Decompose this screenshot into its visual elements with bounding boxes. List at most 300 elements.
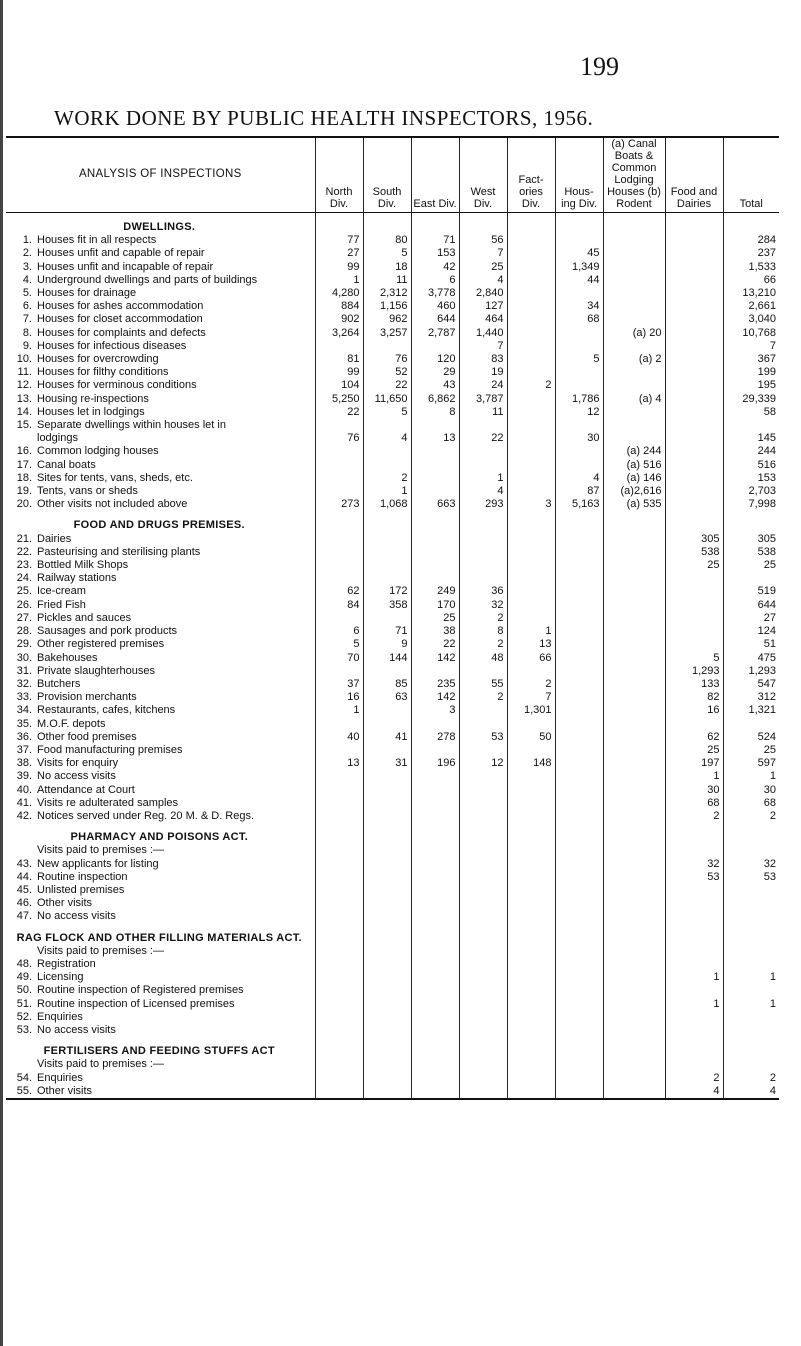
value-cell: 644 <box>411 313 459 326</box>
empty-cell <box>603 844 665 857</box>
value-cell <box>665 366 723 379</box>
table-row <box>6 625 779 638</box>
row-label <box>6 472 315 485</box>
value-cell: 195 <box>723 379 779 392</box>
row-number: 38. <box>16 757 32 770</box>
value-cell <box>603 884 665 897</box>
value-cell <box>555 234 603 247</box>
row-label <box>6 247 315 260</box>
empty-cell <box>315 1058 363 1071</box>
value-cell <box>411 770 459 783</box>
row-number: 31. <box>16 664 32 677</box>
value-cell <box>665 498 723 511</box>
value-cell <box>665 1011 723 1024</box>
value-cell <box>459 797 507 810</box>
row-number: 44. <box>16 870 32 883</box>
value-cell: 99 <box>315 366 363 379</box>
table-row <box>6 884 779 897</box>
value-cell: 153 <box>723 472 779 485</box>
row-label <box>6 652 315 665</box>
value-cell <box>459 884 507 897</box>
value-cell <box>459 897 507 910</box>
empty-cell <box>555 1037 603 1058</box>
row-number: 40. <box>16 783 32 796</box>
value-cell: 1 <box>315 704 363 717</box>
value-cell: 6 <box>315 625 363 638</box>
section-title: RAG FLOCK AND OTHER FILLING MATERIALS ACT. <box>16 931 302 944</box>
row-text: Routine inspection <box>37 870 128 883</box>
value-cell <box>459 559 507 572</box>
value-cell <box>555 1072 603 1085</box>
value-cell <box>603 572 665 585</box>
value-cell: 11,650 <box>363 393 411 406</box>
table-row <box>6 871 779 884</box>
row-label <box>6 313 315 326</box>
empty-cell <box>603 945 665 958</box>
value-cell <box>411 744 459 757</box>
value-cell: 62 <box>665 731 723 744</box>
value-cell: 66 <box>723 274 779 287</box>
value-cell: 464 <box>459 313 507 326</box>
row-label <box>6 704 315 717</box>
row-number: 14. <box>16 405 32 418</box>
table-row <box>6 1085 779 1099</box>
value-cell <box>507 472 555 485</box>
value-cell: 5 <box>665 652 723 665</box>
value-cell: 66 <box>507 652 555 665</box>
value-cell: 6 <box>411 274 459 287</box>
row-text: Ice-cream <box>37 585 86 598</box>
value-cell <box>507 459 555 472</box>
value-cell <box>411 797 459 810</box>
row-number: 43. <box>16 857 32 870</box>
row-text: Other registered premises <box>37 638 165 651</box>
row-label <box>6 340 315 353</box>
value-cell: 293 <box>459 498 507 511</box>
row-label <box>6 546 315 559</box>
value-cell <box>363 1072 411 1085</box>
value-cell <box>411 910 459 923</box>
value-cell <box>459 744 507 757</box>
row-text: Bakehouses <box>37 651 98 664</box>
value-cell <box>315 665 363 678</box>
value-cell <box>603 625 665 638</box>
value-cell: 16 <box>315 691 363 704</box>
value-cell: 312 <box>723 691 779 704</box>
value-cell: 16 <box>665 704 723 717</box>
value-cell <box>411 1085 459 1099</box>
value-cell: 124 <box>723 625 779 638</box>
value-cell: 84 <box>315 599 363 612</box>
empty-cell <box>603 823 665 844</box>
empty-cell <box>665 419 723 432</box>
value-cell: 902 <box>315 313 363 326</box>
row-number: 52. <box>16 1010 32 1023</box>
section-subtitle: Visits paid to premises :— <box>37 844 164 857</box>
value-cell <box>315 1011 363 1024</box>
empty-cell <box>411 1058 459 1071</box>
value-cell: 273 <box>315 498 363 511</box>
value-cell: 30 <box>665 784 723 797</box>
value-cell <box>603 770 665 783</box>
value-cell: 144 <box>363 652 411 665</box>
row-label <box>6 445 315 458</box>
value-cell: 9 <box>363 638 411 651</box>
row-text: Notices served under Reg. 20 M. & D. Regs. <box>37 809 255 822</box>
value-cell <box>459 1085 507 1099</box>
table-row <box>6 313 779 326</box>
row-number: 32. <box>16 677 32 690</box>
header-food: Food and Dairies <box>665 137 723 213</box>
row-label <box>6 984 315 997</box>
row-label <box>6 393 315 406</box>
value-cell <box>411 871 459 884</box>
empty-cell <box>459 945 507 958</box>
value-cell <box>459 784 507 797</box>
value-cell: 76 <box>363 353 411 366</box>
value-cell: 2,703 <box>723 485 779 498</box>
value-cell: 104 <box>315 379 363 392</box>
row-text: Bottled Milk Shops <box>37 559 129 572</box>
value-cell: 13 <box>507 638 555 651</box>
value-cell <box>555 665 603 678</box>
value-cell: 27 <box>315 247 363 260</box>
value-cell <box>603 340 665 353</box>
empty-cell <box>363 1037 411 1058</box>
value-cell <box>603 274 665 287</box>
value-cell: 76 <box>315 432 363 445</box>
value-cell: 2 <box>723 1072 779 1085</box>
value-cell <box>723 984 779 997</box>
value-cell <box>315 612 363 625</box>
value-cell: 1 <box>665 971 723 984</box>
value-cell: 8 <box>411 406 459 419</box>
value-cell <box>363 797 411 810</box>
value-cell: 1,349 <box>555 261 603 274</box>
row-number: 30. <box>16 651 32 664</box>
value-cell: 2,661 <box>723 300 779 313</box>
value-cell: 2 <box>665 1072 723 1085</box>
value-cell: 1,293 <box>723 665 779 678</box>
value-cell <box>507 261 555 274</box>
value-cell: 1,786 <box>555 393 603 406</box>
value-cell <box>507 300 555 313</box>
value-cell: 3,257 <box>363 327 411 340</box>
value-cell <box>603 652 665 665</box>
value-cell <box>555 652 603 665</box>
table-row <box>6 559 779 572</box>
value-cell: 41 <box>363 731 411 744</box>
table-row <box>6 797 779 810</box>
value-cell <box>411 472 459 485</box>
value-cell <box>411 884 459 897</box>
empty-cell <box>555 823 603 844</box>
row-text: No access visits <box>37 1023 116 1036</box>
row-label <box>6 300 315 313</box>
value-cell <box>603 998 665 1011</box>
value-cell: 18 <box>363 261 411 274</box>
value-cell: 99 <box>315 261 363 274</box>
value-cell: 170 <box>411 599 459 612</box>
row-number: 27. <box>16 611 32 624</box>
value-cell <box>459 1024 507 1037</box>
value-cell <box>411 1011 459 1024</box>
row-label <box>6 1011 315 1024</box>
empty-cell <box>315 1037 363 1058</box>
value-cell <box>363 897 411 910</box>
value-cell <box>459 971 507 984</box>
value-cell: (a) 20 <box>603 327 665 340</box>
row-text: Butchers <box>37 677 81 690</box>
value-cell: 1 <box>363 485 411 498</box>
value-cell <box>507 406 555 419</box>
value-cell <box>603 1024 665 1037</box>
value-cell <box>411 784 459 797</box>
row-number: 11. <box>17 366 32 379</box>
value-cell <box>363 533 411 546</box>
value-cell <box>665 638 723 651</box>
value-cell <box>555 1011 603 1024</box>
value-cell <box>315 797 363 810</box>
value-cell: 3 <box>411 704 459 717</box>
value-cell <box>507 340 555 353</box>
table-row <box>6 910 779 923</box>
empty-cell <box>555 511 603 532</box>
value-cell <box>411 559 459 572</box>
value-cell: 172 <box>363 585 411 598</box>
row-label <box>6 559 315 572</box>
value-cell: 597 <box>723 757 779 770</box>
value-cell <box>315 459 363 472</box>
row-label <box>6 691 315 704</box>
section-heading-row <box>6 823 779 844</box>
value-cell <box>665 313 723 326</box>
section-title: FOOD AND DRUGS PREMISES. <box>73 519 245 532</box>
row-number: 9. <box>22 339 32 352</box>
value-cell <box>411 897 459 910</box>
value-cell: 12 <box>555 406 603 419</box>
header-north: North Div. <box>315 137 363 213</box>
row-label <box>6 498 315 511</box>
table-row <box>6 971 779 984</box>
value-cell: 5 <box>363 406 411 419</box>
row-label <box>6 585 315 598</box>
empty-cell <box>723 511 779 532</box>
value-cell: 249 <box>411 585 459 598</box>
empty-cell <box>363 213 411 235</box>
value-cell: 13 <box>411 432 459 445</box>
empty-cell <box>411 945 459 958</box>
value-cell: 51 <box>723 638 779 651</box>
value-cell <box>507 559 555 572</box>
row-text: Restaurants, cafes, kitchens <box>37 704 176 717</box>
value-cell <box>315 546 363 559</box>
value-cell: 4 <box>723 1085 779 1099</box>
row-label <box>6 770 315 783</box>
value-cell: 1 <box>507 625 555 638</box>
value-cell <box>665 612 723 625</box>
empty-cell <box>723 844 779 857</box>
value-cell: (a) 516 <box>603 459 665 472</box>
value-cell: 7 <box>507 691 555 704</box>
row-text: Sites for tents, vans, sheds, etc. <box>37 471 193 484</box>
value-cell <box>363 665 411 678</box>
value-cell <box>603 234 665 247</box>
value-cell: 133 <box>665 678 723 691</box>
value-cell <box>363 459 411 472</box>
value-cell <box>507 313 555 326</box>
empty-cell <box>363 844 411 857</box>
table-row <box>6 704 779 717</box>
value-cell: 5 <box>315 638 363 651</box>
header-east: East Div. <box>411 137 459 213</box>
value-cell <box>411 665 459 678</box>
row-text: M.O.F. depots <box>37 717 106 730</box>
value-cell <box>665 897 723 910</box>
value-cell <box>665 585 723 598</box>
value-cell <box>411 533 459 546</box>
row-text: Enquiries <box>37 1071 83 1084</box>
value-cell <box>665 393 723 406</box>
value-cell: (a)2,616 <box>603 485 665 498</box>
value-cell <box>555 691 603 704</box>
value-cell <box>555 897 603 910</box>
value-cell <box>411 984 459 997</box>
value-cell <box>363 1085 411 1099</box>
value-cell <box>507 287 555 300</box>
value-cell <box>315 1085 363 1099</box>
value-cell <box>315 744 363 757</box>
row-text: Routine inspection of Registered premises <box>37 984 244 997</box>
value-cell <box>603 1085 665 1099</box>
row-label <box>6 485 315 498</box>
value-cell: 31 <box>363 757 411 770</box>
value-cell <box>555 533 603 546</box>
value-cell: 199 <box>723 366 779 379</box>
value-cell: 4 <box>665 1085 723 1099</box>
value-cell <box>555 572 603 585</box>
value-cell <box>363 546 411 559</box>
row-label <box>6 784 315 797</box>
value-cell <box>507 784 555 797</box>
value-cell: 1,301 <box>507 704 555 717</box>
table-body <box>6 213 779 1100</box>
row-label <box>6 638 315 651</box>
row-text: Houses for complaints and defects <box>37 326 206 339</box>
empty-cell <box>315 924 363 945</box>
row-text: Separate dwellings within houses let in <box>37 419 226 432</box>
empty-cell <box>459 213 507 235</box>
empty-cell <box>555 844 603 857</box>
value-cell <box>665 261 723 274</box>
row-label <box>6 1024 315 1037</box>
table-row <box>6 1072 779 1085</box>
empty-cell <box>723 823 779 844</box>
table-row <box>6 678 779 691</box>
value-cell: 7 <box>459 247 507 260</box>
value-cell <box>665 274 723 287</box>
table-row <box>6 287 779 300</box>
value-cell <box>603 546 665 559</box>
value-cell <box>603 971 665 984</box>
value-cell: 2 <box>459 691 507 704</box>
table-row <box>6 485 779 498</box>
row-number: 10. <box>16 353 32 366</box>
value-cell: 5 <box>363 247 411 260</box>
section-subtitle: Visits paid to premises :— <box>37 944 164 957</box>
value-cell <box>603 559 665 572</box>
empty-cell <box>411 213 459 235</box>
row-label <box>6 897 315 910</box>
value-cell: 25 <box>723 559 779 572</box>
value-cell: 1,321 <box>723 704 779 717</box>
value-cell <box>363 445 411 458</box>
value-cell: 38 <box>411 625 459 638</box>
row-text: Houses unfit and capable of repair <box>37 247 205 260</box>
value-cell: 196 <box>411 757 459 770</box>
value-cell: 42 <box>411 261 459 274</box>
empty-cell <box>665 823 723 844</box>
value-cell: 2,787 <box>411 327 459 340</box>
value-cell: (a) 2 <box>603 353 665 366</box>
table-row <box>6 572 779 585</box>
value-cell: 524 <box>723 731 779 744</box>
value-cell <box>555 327 603 340</box>
row-number: 34. <box>16 704 32 717</box>
row-text: Dairies <box>37 532 72 545</box>
row-text: Houses for infectious diseases <box>37 339 187 352</box>
value-cell: 2 <box>507 678 555 691</box>
table-row <box>6 546 779 559</box>
empty-cell <box>459 924 507 945</box>
value-cell <box>459 572 507 585</box>
value-cell <box>411 958 459 971</box>
table-row <box>6 770 779 783</box>
value-cell: 1,533 <box>723 261 779 274</box>
value-cell <box>555 612 603 625</box>
row-text: Tents, vans or sheds <box>37 485 138 498</box>
section-heading-row <box>6 511 779 532</box>
value-cell <box>363 340 411 353</box>
row-number: 50. <box>16 984 32 997</box>
value-cell: 3 <box>507 498 555 511</box>
value-cell: 19 <box>459 366 507 379</box>
row-number: 1. <box>22 234 32 247</box>
section-title: FERTILISERS AND FEEDING STUFFS ACT <box>43 1045 275 1058</box>
header-housing: Hous- ing Div. <box>555 137 603 213</box>
row-label <box>6 910 315 923</box>
value-cell <box>363 744 411 757</box>
table-row <box>6 393 779 406</box>
value-cell: 71 <box>411 234 459 247</box>
value-cell: 1 <box>723 971 779 984</box>
empty-cell <box>315 419 363 432</box>
value-cell <box>603 871 665 884</box>
section-heading-row <box>6 924 779 945</box>
value-cell: 11 <box>459 406 507 419</box>
value-cell <box>411 1072 459 1085</box>
section-sub-row <box>6 945 779 958</box>
row-number: 35. <box>16 717 32 730</box>
value-cell: 25 <box>665 559 723 572</box>
value-cell <box>507 718 555 731</box>
row-text: Railway stations <box>37 572 117 585</box>
value-cell: 50 <box>507 731 555 744</box>
value-cell <box>723 884 779 897</box>
row-text: Housing re-inspections <box>37 392 149 405</box>
value-cell <box>665 485 723 498</box>
value-cell: 1,440 <box>459 327 507 340</box>
